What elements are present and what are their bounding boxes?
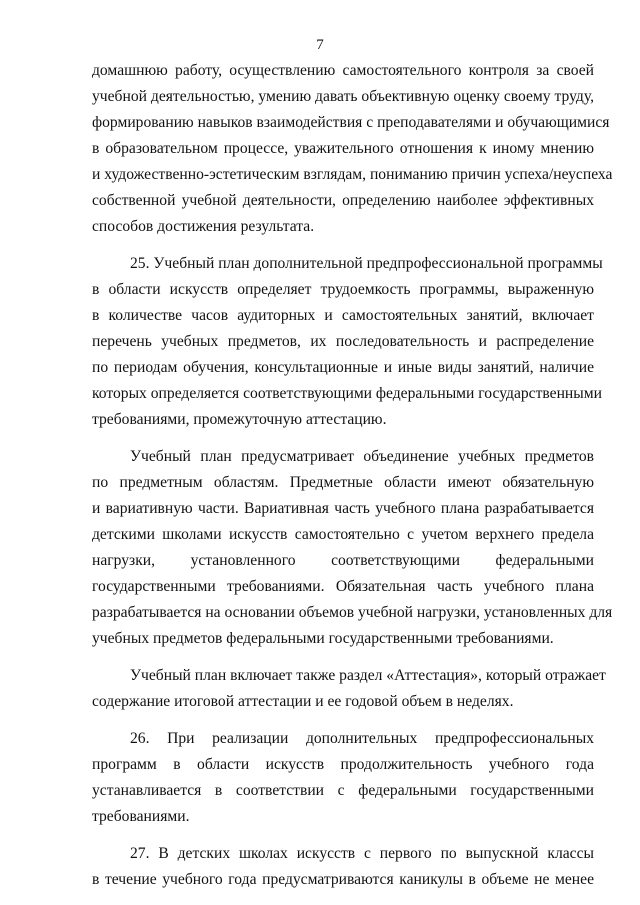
paragraph-item-25	[92, 251, 603, 433]
text-line: содержание итоговой аттестации и ее годовой объем в неделях.	[92, 693, 514, 710]
text-line: учебной деятельностью, умению давать объективную оценку своему труду,	[92, 88, 594, 105]
text-line: требованиями.	[92, 808, 190, 825]
text-line: по предметным областям. Предметные области имеют обязательную	[92, 474, 594, 491]
text-line: в течение учебного года предусматриваются каникулы в объеме не менее	[92, 871, 594, 888]
text-line: требованиями, промежуточную аттестацию.	[92, 411, 387, 428]
paragraph-item-27	[92, 841, 594, 893]
text-line: программ в области искусств продолжительность учебного года	[92, 756, 594, 773]
body-text	[92, 58, 613, 893]
text-line: нагрузки, установленного соответствующими федеральными	[92, 552, 594, 569]
text-line: 26. При реализации дополнительных предпрофессиональных	[130, 730, 594, 747]
page-number: 7	[316, 37, 324, 53]
text-line: домашнюю работу, осуществлению самостоятельного контроля за своей	[92, 62, 594, 79]
text-line: и вариативную части. Вариативная часть учебного плана разрабатывается	[92, 500, 594, 517]
text-line: 25. Учебный план дополнительной предпрофессиональной программы	[130, 255, 603, 272]
text-line: детскими школами искусств самостоятельно с учетом верхнего предела	[92, 526, 594, 543]
text-line: учебных предметов федеральными государственными требованиями.	[92, 630, 554, 647]
text-line: в образовательном процессе, уважительного отношения к иному мнению	[92, 140, 594, 157]
text-line: и художественно-эстетическим взглядам, пониманию причин успеха/неуспеха	[92, 166, 613, 183]
text-line: 27. В детских школах искусств с первого по выпускной классы	[130, 845, 594, 862]
text-line: устанавливается в соответствии с федеральными государственными	[92, 782, 594, 799]
text-line: которых определяется соответствующими федеральными государственными	[92, 385, 602, 402]
text-line: Учебный план предусматривает объединение учебных предметов	[130, 448, 594, 465]
text-line: Учебный план включает также раздел «Аттестация», который отражает	[130, 667, 606, 684]
text-line: способов достижения результата.	[92, 218, 315, 235]
paragraph-continuation	[92, 58, 613, 240]
text-line: в количестве часов аудиторных и самостоятельных занятий, включает	[92, 307, 594, 324]
paragraph-curriculum	[92, 444, 613, 652]
text-line: собственной учебной деятельности, определению наиболее эффективных	[92, 192, 594, 209]
text-line: по периодам обучения, консультационные и иные виды занятий, наличие	[92, 359, 594, 376]
text-line: в области искусств определяет трудоемкость программы, выраженную	[92, 281, 594, 298]
paragraph-attestation	[92, 663, 606, 715]
text-line: формированию навыков взаимодействия с преподавателями и обучающимися	[92, 114, 610, 131]
text-line: разрабатывается на основании объемов учебной нагрузки, установленных для	[92, 604, 613, 621]
text-line: перечень учебных предметов, их последовательность и распределение	[92, 333, 594, 350]
paragraph-item-26	[92, 726, 594, 830]
text-line: государственными требованиями. Обязательная часть учебного плана	[92, 578, 594, 595]
